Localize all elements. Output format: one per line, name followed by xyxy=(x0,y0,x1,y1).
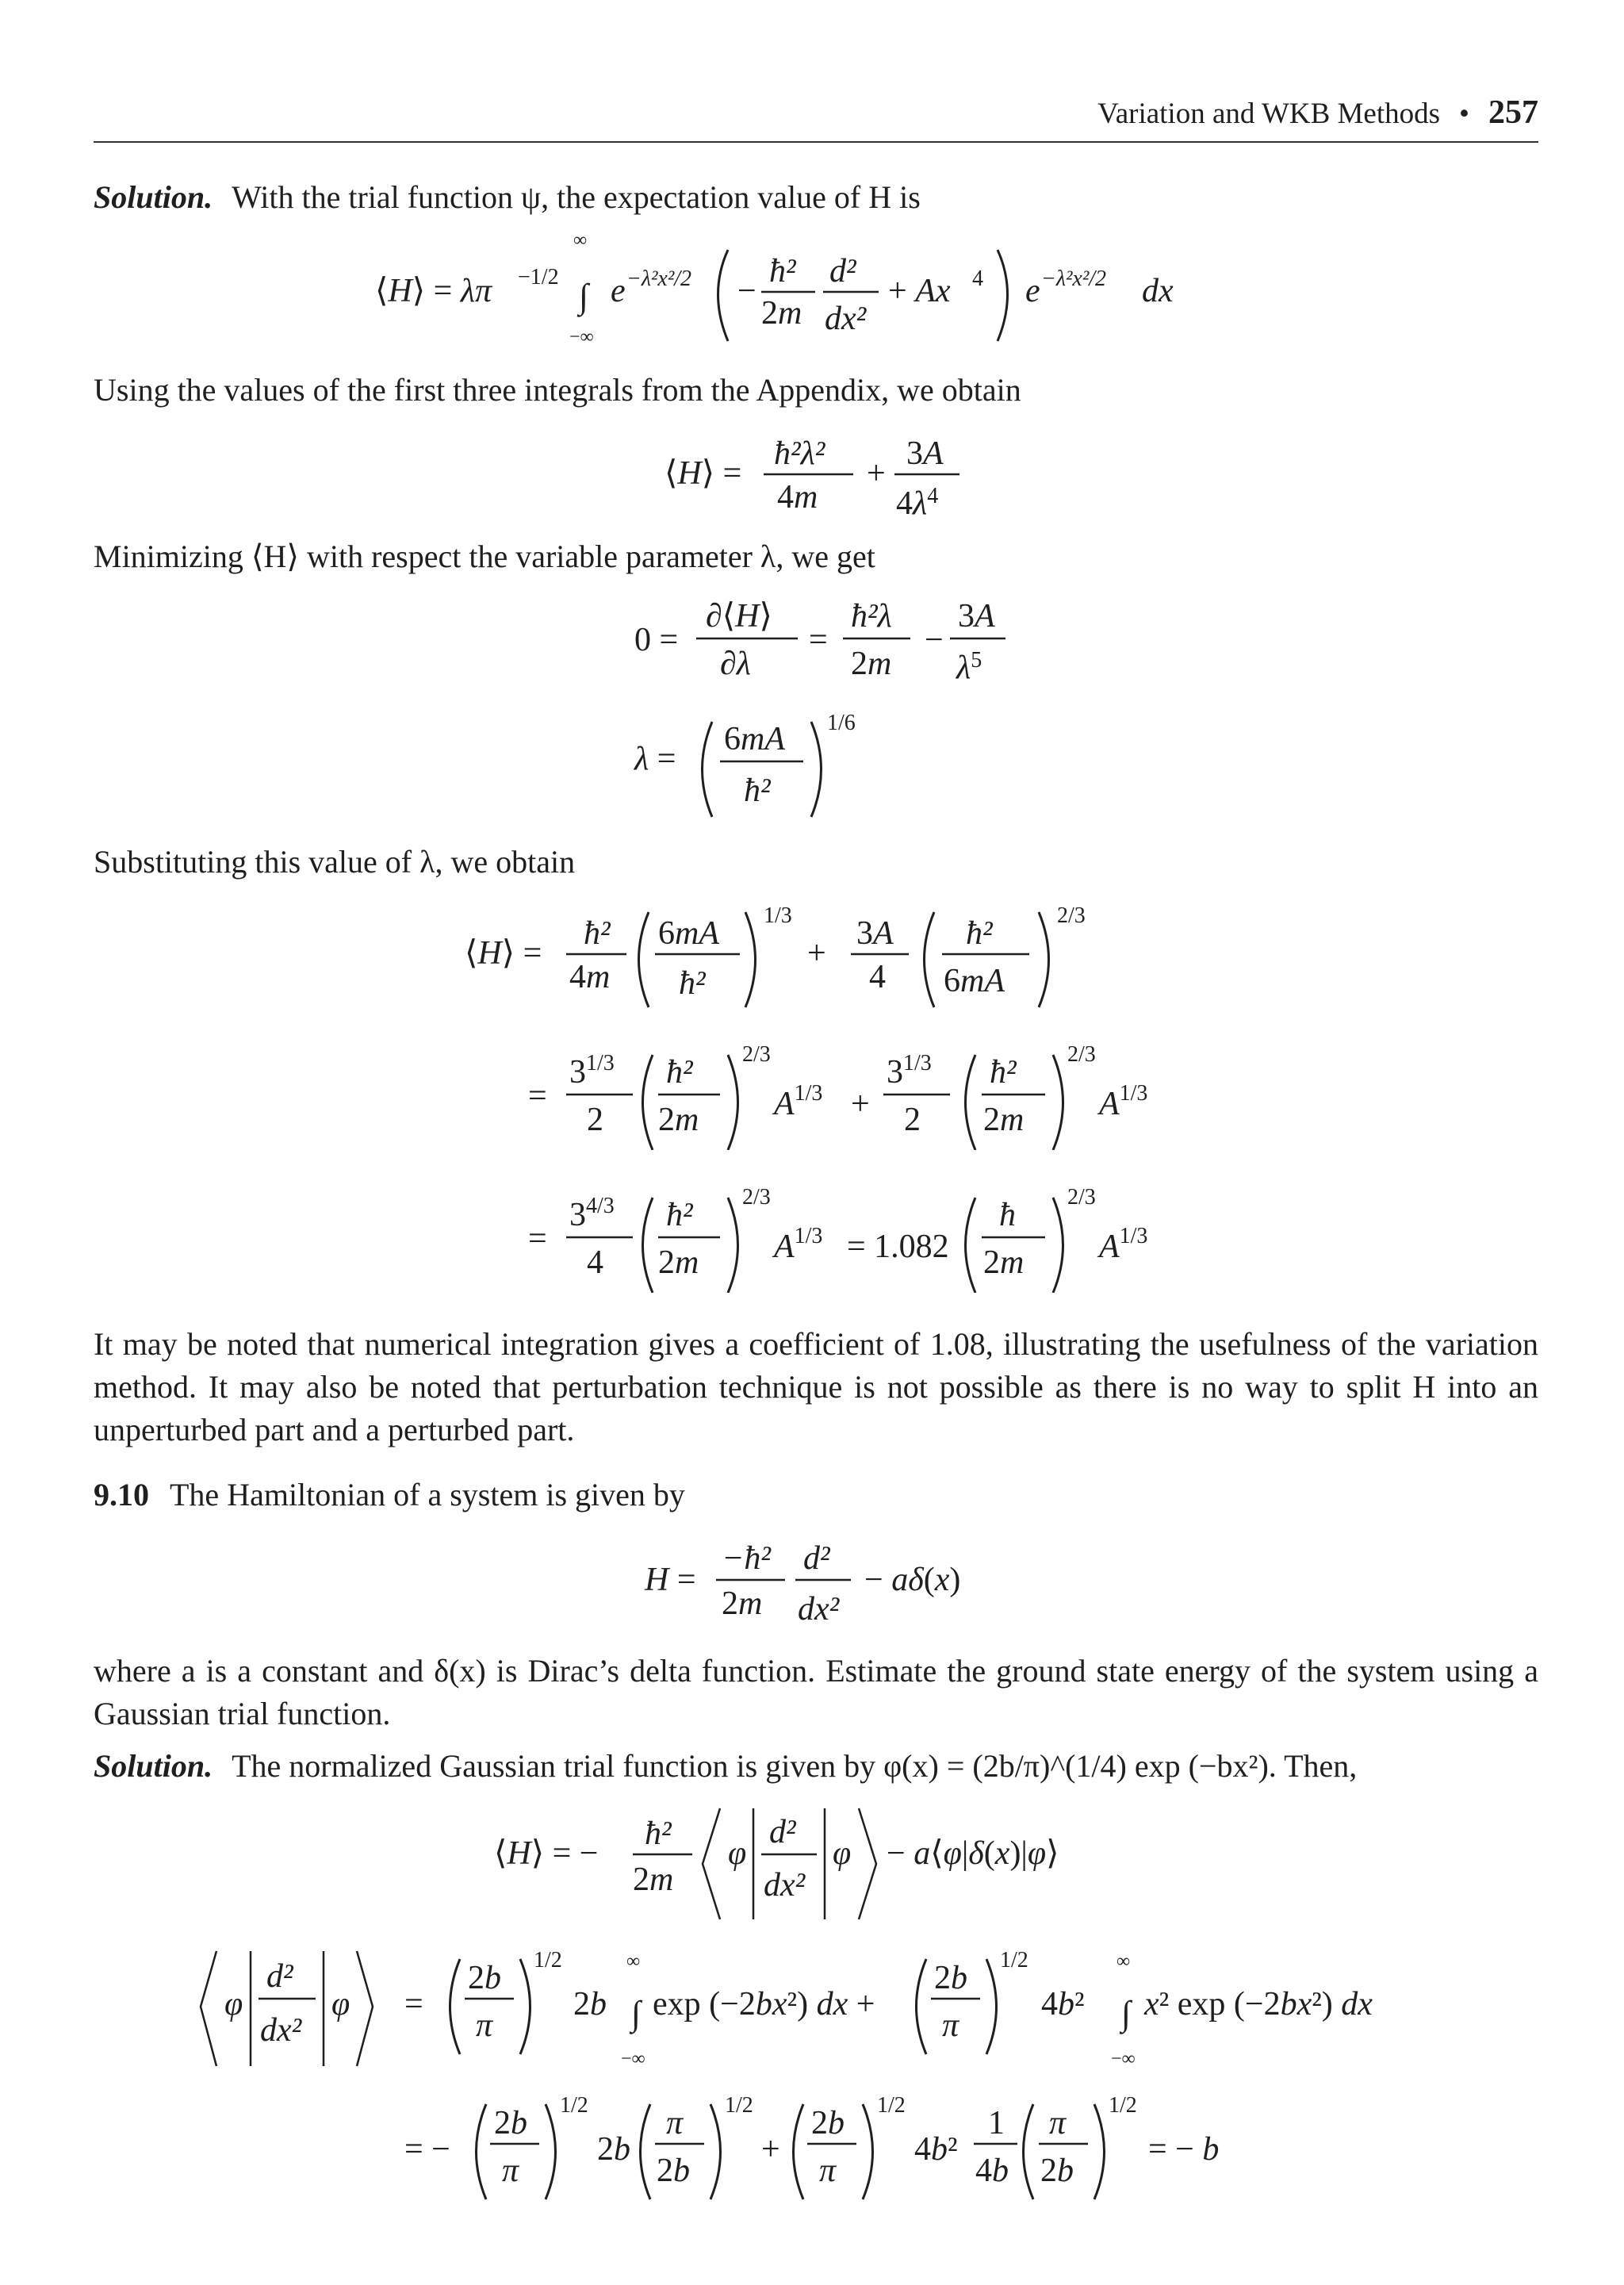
svg-text:∂⟨H⟩: ∂⟨H⟩ xyxy=(706,598,772,635)
svg-text:ħ²λ²: ħ²λ² xyxy=(774,435,825,472)
svg-text:4b²: 4b² xyxy=(914,2131,958,2168)
svg-text:ħ²λ: ħ²λ xyxy=(851,598,892,635)
svg-text:−λ²x²/2: −λ²x²/2 xyxy=(1041,266,1107,291)
svg-text:∫: ∫ xyxy=(1121,1994,1132,2033)
svg-text:2b: 2b xyxy=(934,1960,967,1996)
svg-text:π: π xyxy=(942,2007,959,2044)
svg-text:6mA: 6mA xyxy=(944,963,1005,999)
svg-text:2b: 2b xyxy=(597,2131,630,2168)
paragraph-substituting: Substituting this value of λ, we obtain xyxy=(94,844,576,880)
svg-text:+: + xyxy=(851,1086,870,1122)
equation-derivative-zero xyxy=(94,591,1538,686)
svg-text:e: e xyxy=(1025,273,1040,309)
running-header xyxy=(94,94,1538,143)
svg-text:1/2: 1/2 xyxy=(534,1948,562,1973)
svg-text:A1/3: $A^{1/3}$ xyxy=(1099,1224,1148,1265)
svg-text:2/3: 2/3 xyxy=(742,1185,771,1210)
svg-text:4m: 4m xyxy=(777,479,818,516)
svg-text:4: 4 xyxy=(869,959,886,995)
svg-text:2/3: 2/3 xyxy=(1067,1042,1096,1067)
svg-text:−ħ²: −ħ² xyxy=(722,1540,771,1577)
svg-text:+: + xyxy=(761,2131,780,2168)
svg-text:1/2: 1/2 xyxy=(877,2093,906,2118)
svg-text:31/3: $3^{1/3}$ xyxy=(569,1051,615,1091)
svg-text:φ: φ xyxy=(728,1835,747,1872)
svg-text:6mA: 6mA xyxy=(658,915,719,952)
svg-text:+: + xyxy=(807,935,826,972)
svg-text:−∞: −∞ xyxy=(621,2049,645,2069)
svg-text:ħ²: ħ² xyxy=(584,915,611,952)
svg-text:−: − xyxy=(737,273,756,309)
svg-text:−∞: −∞ xyxy=(569,327,594,347)
svg-text:π: π xyxy=(1049,2105,1067,2141)
svg-text:2/3: 2/3 xyxy=(1067,1185,1096,1210)
svg-text:π: π xyxy=(502,2153,519,2189)
svg-text:∫: ∫ xyxy=(579,277,589,316)
svg-text:+: + xyxy=(867,455,886,492)
svg-text:ħ²: ħ² xyxy=(679,965,706,1002)
svg-text:2m: 2m xyxy=(633,1861,674,1898)
svg-text:31/3: $3^{1/3}$ xyxy=(887,1051,932,1091)
svg-text:λ5: $\lambda^5$ xyxy=(956,648,982,686)
svg-text:+ Ax: + Ax xyxy=(888,273,951,309)
svg-text:= − b: = − b xyxy=(1148,2131,1220,2168)
svg-text:1/3: 1/3 xyxy=(764,903,792,928)
solution-label: Solution. xyxy=(94,179,213,215)
svg-text:π: π xyxy=(476,2007,493,2044)
svg-text:λ =: λ = xyxy=(634,741,676,777)
svg-text:ħ²: ħ² xyxy=(666,1054,693,1091)
svg-text:π: π xyxy=(819,2153,837,2189)
svg-text:d²: d² xyxy=(803,1540,830,1577)
svg-text:4: 4 xyxy=(972,266,983,291)
svg-text:0 =: 0 = xyxy=(634,622,679,658)
svg-text:2b: 2b xyxy=(811,2105,845,2141)
svg-text:2/3: 2/3 xyxy=(742,1042,771,1067)
svg-text:x² exp (−2bx²) dx: x² exp (−2bx²) dx xyxy=(1144,1986,1373,2022)
solution-gaussian-intro xyxy=(94,1745,1538,1788)
svg-text:φ: φ xyxy=(833,1835,852,1872)
svg-text:⟨H⟩ = λπ: ⟨H⟩ = λπ xyxy=(375,273,492,309)
svg-text:=: = xyxy=(404,1986,423,2022)
equation-second-derivative-integral xyxy=(94,1939,1538,2074)
svg-text:d²: d² xyxy=(266,1958,293,1995)
svg-text:− aδ(x): − aδ(x) xyxy=(864,1562,961,1598)
svg-text:2b: 2b xyxy=(573,1986,607,2022)
svg-text:ħ²: ħ² xyxy=(645,1815,672,1852)
svg-text:4b: 4b xyxy=(975,2153,1009,2189)
svg-text:dx²: dx² xyxy=(798,1591,840,1627)
svg-text:34/3: $3^{4/3}$ xyxy=(569,1194,615,1233)
equation-expectation-integral xyxy=(94,230,1538,349)
svg-text:A1/3: $A^{1/3}$ xyxy=(774,1224,823,1265)
svg-text:∞: ∞ xyxy=(573,230,588,251)
svg-text:= −: = − xyxy=(404,2131,450,2168)
solution-label-2: Solution. xyxy=(94,1748,213,1784)
equation-expectation-result xyxy=(94,420,1538,523)
svg-text:dx²: dx² xyxy=(260,2012,302,2049)
svg-text:⟨H⟩ =: ⟨H⟩ = xyxy=(665,455,742,492)
equation-lambda xyxy=(94,698,1538,825)
svg-text:∂λ: ∂λ xyxy=(720,646,751,682)
svg-text:dx²: dx² xyxy=(764,1867,806,1904)
svg-text:2m: 2m xyxy=(761,295,802,332)
svg-text:2/3: 2/3 xyxy=(1057,903,1086,928)
svg-text:=: = xyxy=(528,1221,547,1257)
solution-gaussian-text: The normalized Gaussian trial function is given by φ(x) = (2b/π)^(1/4) exp (−bx²). Then, xyxy=(232,1748,1358,1784)
svg-text:4λ4: $4\lambda^4$ xyxy=(896,484,939,522)
svg-text:dx²: dx² xyxy=(825,301,867,337)
svg-text:4m: 4m xyxy=(569,959,611,995)
equation-simplified-step xyxy=(94,1031,1538,1150)
paragraph-minimizing: Minimizing ⟨H⟩ with respect the variable parameter λ, we get xyxy=(94,539,875,574)
svg-text:ħ²: ħ² xyxy=(744,773,771,809)
problem-9-10 xyxy=(94,1474,1538,1516)
svg-text:d²: d² xyxy=(829,253,856,289)
equation-expectation-gaussian xyxy=(94,1796,1538,1923)
svg-text:ħ: ħ xyxy=(999,1197,1016,1233)
svg-text:exp (−2bx²) dx +: exp (−2bx²) dx + xyxy=(653,1986,875,2022)
svg-text:2m: 2m xyxy=(983,1244,1025,1281)
svg-text:⟨H⟩ = −: ⟨H⟩ = − xyxy=(494,1835,599,1872)
svg-text:2m: 2m xyxy=(983,1102,1025,1138)
svg-text:1/6: 1/6 xyxy=(827,711,856,735)
svg-text:−: − xyxy=(925,622,944,658)
svg-text:e: e xyxy=(611,273,626,309)
svg-text:=: = xyxy=(528,1078,547,1114)
svg-text:2b: 2b xyxy=(468,1960,501,1996)
svg-text:dx: dx xyxy=(1142,273,1174,309)
svg-text:π: π xyxy=(666,2105,684,2141)
svg-text:4: 4 xyxy=(587,1244,603,1281)
svg-text:2: 2 xyxy=(904,1102,921,1138)
svg-text:d²: d² xyxy=(769,1814,796,1850)
svg-text:− a⟨φ|δ(x)|φ⟩: − a⟨φ|δ(x)|φ⟩ xyxy=(887,1835,1059,1872)
svg-text:1/2: 1/2 xyxy=(560,2093,588,2118)
svg-text:2b: 2b xyxy=(657,2153,690,2189)
svg-text:= 1.082: = 1.082 xyxy=(847,1229,949,1265)
equation-evaluated-result xyxy=(94,2084,1538,2211)
svg-text:1/2: 1/2 xyxy=(725,2093,753,2118)
svg-text:3A: 3A xyxy=(958,598,995,635)
svg-text:A1/3: $A^{1/3}$ xyxy=(1099,1081,1148,1122)
equation-final-energy xyxy=(94,1174,1538,1293)
svg-text:∞: ∞ xyxy=(1116,1951,1131,1972)
paragraph-delta-description: where a is a constant and δ(x) is Dirac’s delta function. Estimate the ground state energy of the system using a Gaussian trial function. xyxy=(94,1653,1538,1731)
svg-text:1: 1 xyxy=(988,2105,1005,2141)
svg-text:2b: 2b xyxy=(494,2105,527,2141)
svg-text:3A: 3A xyxy=(906,435,944,472)
svg-text:−λ²x²/2: −λ²x²/2 xyxy=(626,266,692,291)
svg-text:2m: 2m xyxy=(851,646,892,682)
svg-text:ħ²: ħ² xyxy=(966,915,993,952)
solution-intro-text: With the trial function ψ, the expectation value of H is xyxy=(232,179,921,215)
svg-text:ħ²: ħ² xyxy=(769,253,796,289)
solution-intro xyxy=(94,176,1538,219)
svg-text:1/2: 1/2 xyxy=(1109,2093,1137,2118)
svg-text:∫: ∫ xyxy=(631,1994,642,2033)
svg-text:2: 2 xyxy=(587,1102,603,1138)
svg-text:H =: H = xyxy=(645,1562,696,1598)
equation-expectation-substituted xyxy=(94,892,1538,1011)
svg-text:2b: 2b xyxy=(1040,2153,1074,2189)
svg-text:=: = xyxy=(809,622,828,658)
svg-text:A1/3: $A^{1/3}$ xyxy=(774,1081,823,1122)
svg-text:ħ²: ħ² xyxy=(990,1054,1017,1091)
page-number: 257 xyxy=(1488,94,1538,131)
svg-text:1/2: 1/2 xyxy=(1000,1948,1028,1973)
svg-text:2m: 2m xyxy=(658,1102,699,1138)
problem-number: 9.10 xyxy=(94,1477,149,1512)
svg-text:−∞: −∞ xyxy=(1111,2049,1136,2069)
equation-hamiltonian xyxy=(94,1523,1538,1634)
svg-text:3A: 3A xyxy=(856,915,894,952)
svg-text:φ: φ xyxy=(331,1986,350,2022)
svg-text:−1/2: −1/2 xyxy=(518,265,559,289)
svg-text:φ: φ xyxy=(224,1986,243,2022)
running-title: Variation and WKB Methods xyxy=(1097,98,1441,130)
svg-text:2m: 2m xyxy=(722,1585,763,1622)
paragraph-appendix: Using the values of the first three integrals from the Appendix, we obtain xyxy=(94,372,1021,408)
svg-text:⟨H⟩ =: ⟨H⟩ = xyxy=(465,935,542,972)
svg-text:4b²: 4b² xyxy=(1041,1986,1085,2022)
paragraph-remark: It may be noted that numerical integration gives a coefficient of 1.08, illustrating the usefulness of the variation method. It may also be noted that perturbation technique is not possible as there is no way to split H into an unperturbed part and a perturbed part. xyxy=(94,1326,1538,1447)
header-bullet: • xyxy=(1459,98,1469,130)
svg-text:ħ²: ħ² xyxy=(666,1197,693,1233)
svg-text:∞: ∞ xyxy=(626,1951,641,1972)
svg-text:6mA: 6mA xyxy=(724,721,785,757)
svg-text:2m: 2m xyxy=(658,1244,699,1281)
problem-text: The Hamiltonian of a system is given by xyxy=(170,1477,685,1512)
